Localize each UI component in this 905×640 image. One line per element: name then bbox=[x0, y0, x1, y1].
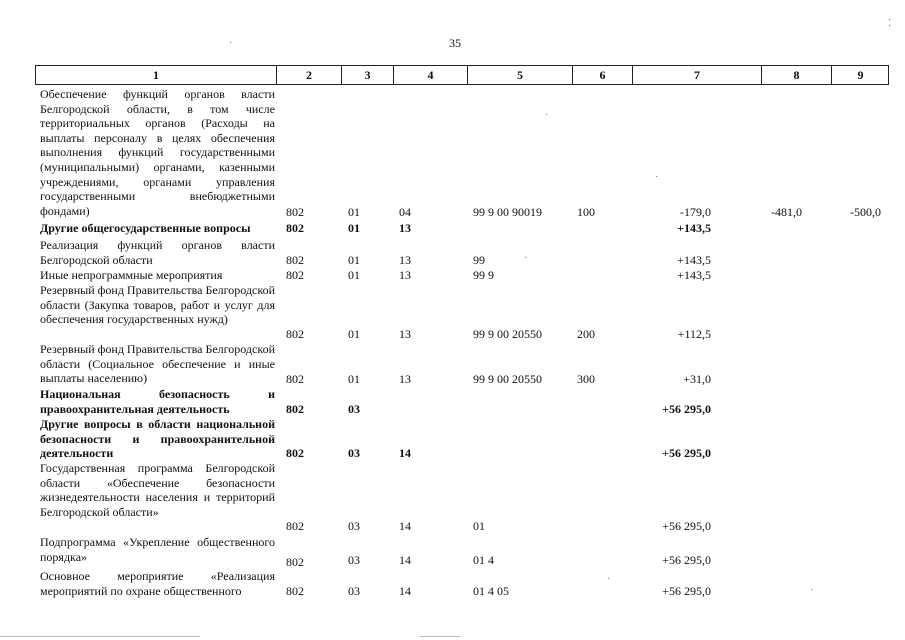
row-description: Реализация функций органов власти Белгородской области bbox=[40, 238, 275, 267]
cell-7: +143,5 bbox=[677, 221, 711, 235]
cell-3: 03 bbox=[348, 446, 360, 460]
scan-speck: · bbox=[810, 585, 814, 596]
cell-7: +56 295,0 bbox=[662, 553, 711, 567]
cell-2: 802 bbox=[286, 372, 304, 386]
header-col-1: 1 bbox=[36, 66, 277, 84]
row-description: Другие общегосударственные вопросы bbox=[40, 221, 251, 235]
scan-speck: · bbox=[545, 110, 549, 121]
cell-6: 300 bbox=[577, 372, 595, 386]
cell-5: 99 9 00 20550 bbox=[473, 372, 542, 386]
row-description: Иные непрограммные мероприятия bbox=[40, 268, 223, 282]
cell-5: 99 bbox=[473, 253, 485, 267]
cell-7: +56 295,0 bbox=[662, 446, 711, 460]
cell-5: 01 bbox=[473, 519, 485, 533]
scan-speck: · bbox=[607, 574, 611, 585]
cell-3: 03 bbox=[348, 584, 360, 598]
row-description: Резервный фонд Правительства Белгородской области (Социальное обеспечение и иные выплаты населению) bbox=[40, 342, 276, 386]
scan-line bbox=[0, 636, 200, 637]
cell-2: 802 bbox=[286, 446, 304, 460]
cell-7: +143,5 bbox=[677, 268, 711, 282]
cell-4: 13 bbox=[399, 253, 411, 267]
scan-speck: · bbox=[229, 38, 233, 49]
cell-2: 802 bbox=[286, 519, 304, 533]
cell-7: +56 295,0 bbox=[662, 519, 711, 533]
scan-speck: · bbox=[655, 172, 659, 183]
cell-3: 03 bbox=[348, 519, 360, 533]
cell-4: 14 bbox=[399, 446, 411, 460]
scan-speck: ⁚ bbox=[888, 18, 892, 29]
cell-2: 802 bbox=[286, 221, 304, 235]
row-description: Другие вопросы в области национальной безопасности и правоохранительной деятельности bbox=[40, 417, 275, 461]
cell-4: 14 bbox=[399, 553, 411, 567]
header-col-7: 7 bbox=[633, 66, 762, 84]
row-description: Подпрограмма «Укрепление общественного порядка» bbox=[40, 535, 275, 564]
header-col-9: 9 bbox=[857, 68, 864, 82]
cell-4: 13 bbox=[399, 372, 411, 386]
row-description: Национальная безопасность и правоохранительная деятельность bbox=[40, 387, 275, 416]
header-col-4: 4 bbox=[394, 66, 468, 84]
page-number: 35 bbox=[449, 36, 461, 50]
cell-3: 01 bbox=[348, 221, 360, 235]
cell-5: 01 4 bbox=[473, 553, 494, 567]
cell-7: +56 295,0 bbox=[662, 584, 711, 598]
cell-3: 01 bbox=[348, 268, 360, 282]
cell-4: 13 bbox=[399, 268, 411, 282]
cell-2: 802 bbox=[286, 555, 304, 569]
header-col-6: 6 bbox=[573, 66, 633, 84]
cell-7: +31,0 bbox=[683, 372, 711, 386]
header-col-2: 2 bbox=[277, 66, 342, 84]
cell-3: 03 bbox=[348, 553, 360, 567]
cell-4: 13 bbox=[399, 327, 411, 341]
cell-5: 99 9 00 20550 bbox=[473, 327, 542, 341]
cell-4: 14 bbox=[399, 584, 411, 598]
cell-2: 802 bbox=[286, 327, 304, 341]
cell-4: 14 bbox=[399, 519, 411, 533]
cell-5: 99 9 00 90019 bbox=[473, 205, 542, 219]
cell-2: 802 bbox=[286, 402, 304, 416]
cell-2: 802 bbox=[286, 253, 304, 267]
cell-3: 01 bbox=[348, 327, 360, 341]
row-description: Обеспечение функций органов власти Белгородской области, в том числе территориальных органов (Расходы на выплаты персоналу в целях обеспечения выполнения функций государственными (муниципальными) органами, казенными учреждениями, органами управления государственными внебюджетными фондами) bbox=[40, 87, 275, 218]
cell-2: 802 bbox=[286, 268, 304, 282]
cell-3: 01 bbox=[348, 205, 360, 219]
header-col-5: 5 bbox=[468, 66, 573, 84]
cell-7: -179,0 bbox=[680, 205, 711, 219]
cell-5: 01 4 05 bbox=[473, 584, 509, 598]
scan-speck: · bbox=[524, 253, 528, 264]
cell-3: 01 bbox=[348, 253, 360, 267]
cell-9: -500,0 bbox=[850, 205, 881, 219]
cell-6: 100 bbox=[577, 205, 595, 219]
cell-4: 04 bbox=[399, 205, 411, 219]
cell-3: 01 bbox=[348, 372, 360, 386]
row-description: Основное мероприятие «Реализация мероприятий по охране общественного bbox=[40, 569, 275, 598]
row-description: Резервный фонд Правительства Белгородской области (Закупка товаров, работ и услуг для обеспечения государственных нужд) bbox=[40, 283, 276, 327]
cell-4: 13 bbox=[399, 221, 411, 235]
cell-3: 03 bbox=[348, 402, 360, 416]
cell-6: 200 bbox=[577, 327, 595, 341]
cell-2: 802 bbox=[286, 584, 304, 598]
table-header bbox=[35, 65, 889, 85]
cell-7: +112,5 bbox=[677, 327, 711, 341]
header-col-3: 3 bbox=[342, 66, 394, 84]
scan-line bbox=[420, 636, 460, 637]
cell-7: +56 295,0 bbox=[662, 402, 711, 416]
header-col-8: 8 bbox=[762, 66, 832, 84]
cell-5: 99 9 bbox=[473, 268, 494, 282]
cell-2: 802 bbox=[286, 205, 304, 219]
cell-8: -481,0 bbox=[771, 205, 802, 219]
cell-7: +143,5 bbox=[677, 253, 711, 267]
row-description: Государственная программа Белгородской области «Обеспечение безопасности жизнедеятельности населения и территорий Белгородской области» bbox=[40, 461, 275, 519]
